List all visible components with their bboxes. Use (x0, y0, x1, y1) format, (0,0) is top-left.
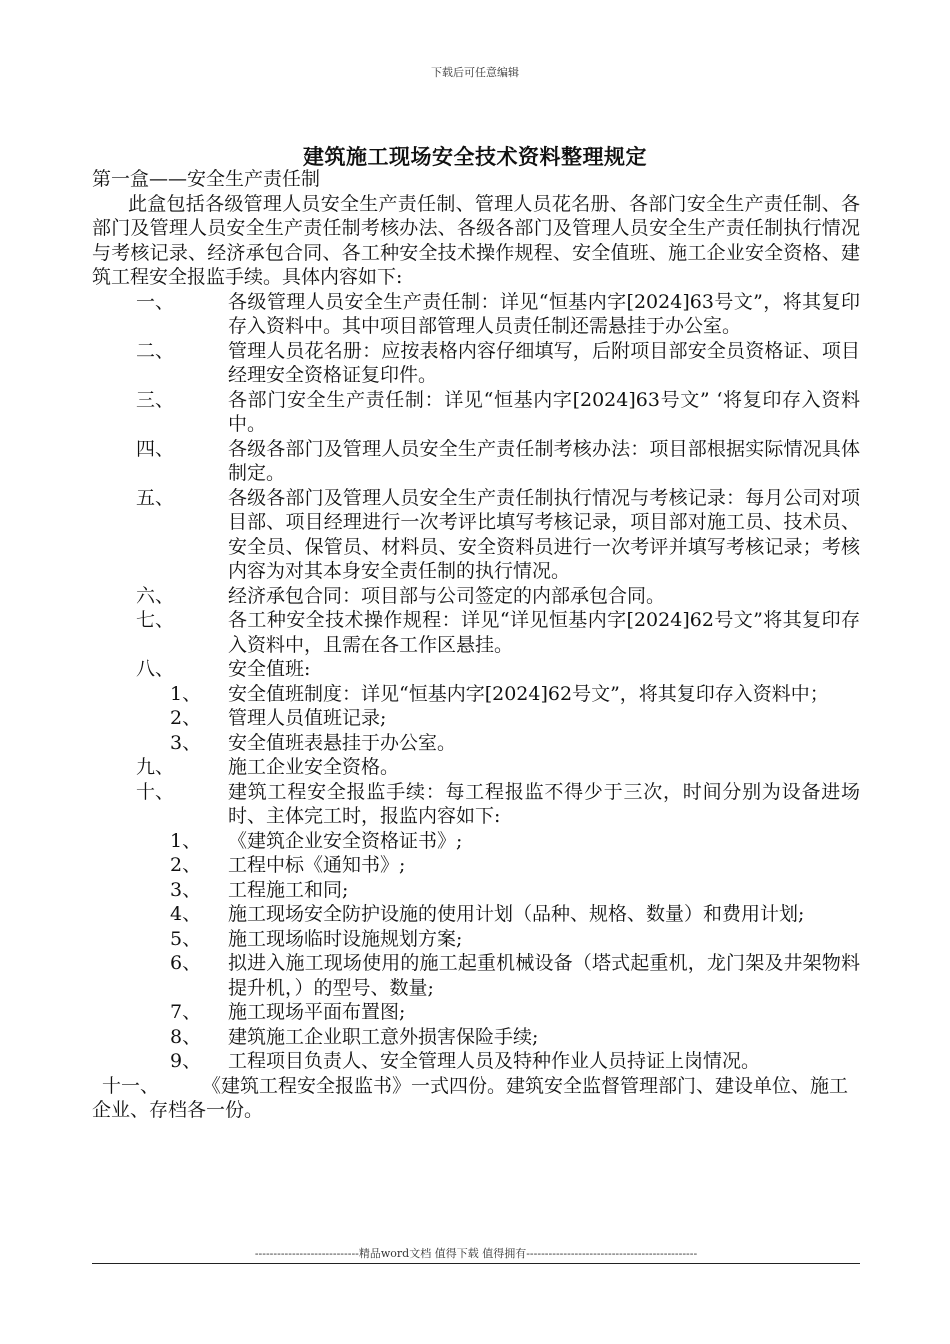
list-item (92, 951, 860, 1000)
list-item (92, 682, 860, 707)
main-list (92, 290, 860, 682)
report-list (92, 829, 860, 1074)
list-number: 六、 (136, 584, 175, 607)
list-number: 九、 (136, 756, 175, 778)
list-text: 《建筑企业安全资格证书》; (228, 829, 463, 852)
list-item (92, 902, 860, 927)
list-number: 2、 (170, 854, 202, 876)
list-text: 建筑施工企业职工意外损害保险手续; (228, 1025, 539, 1048)
list-item (92, 706, 860, 731)
header-note: 下载后可任意编辑 (431, 66, 519, 79)
list-item (92, 755, 860, 780)
list-number: 4、 (170, 903, 202, 925)
list-text: 建筑工程安全报监手续：每工程报监不得少于三次，时间分别为设备进场时、主体完工时，报监内容如下: (228, 780, 860, 827)
list-text: 各级各部门及管理人员安全生产责任制考核办法：项目部根据实际情况具体制定。 (228, 437, 860, 484)
list-item (92, 657, 860, 682)
list-text: 各级管理人员安全生产责任制：详见“恒基内字[2024]63号文”，将其复印存入资料中。其中项目部管理人员责任制还需悬挂于办公室。 (228, 290, 860, 337)
list-item (92, 1025, 860, 1050)
document-body (92, 167, 860, 1123)
list-item (92, 927, 860, 952)
list-text: 各部门安全生产责任制：详见“恒基内字[2024]63号文” ‘将复印存入资料中。 (228, 388, 860, 435)
list-text: 管理人员花名册：应按表格内容仔细填写，后附项目部安全员资格证、项目经理安全资格证复印件。 (228, 339, 860, 386)
list-number: 1、 (170, 829, 202, 852)
list-item (92, 780, 860, 829)
list-item (92, 584, 860, 609)
list-item (92, 608, 860, 657)
list-text: 管理人员值班记录; (228, 707, 387, 729)
footer-rule (92, 1263, 860, 1264)
footer-note: ----------------------------精品word文档 值得下载 值得拥有---------------------------------------------- (254, 1247, 698, 1260)
list-number: 3、 (170, 731, 202, 754)
list-item-11 (92, 1074, 860, 1123)
list-item (92, 853, 860, 878)
list-text: 安全值班制度：详见“恒基内字[2024]62号文”，将其复印存入资料中； (228, 682, 829, 705)
list-number: 八、 (136, 658, 175, 680)
document-title: 建筑施工现场安全技术资料整理规定 (303, 144, 647, 169)
list-item (92, 731, 860, 756)
list-text: 工程施工和同; (228, 878, 349, 901)
list-number: 8、 (170, 1025, 202, 1048)
list-text: 安全值班表悬挂于办公室。 (228, 731, 457, 754)
list-item (92, 339, 860, 388)
list-number: 1、 (170, 682, 202, 705)
list-number: 5、 (170, 927, 202, 950)
list-text: 安全值班: (228, 658, 311, 680)
list-item (92, 878, 860, 903)
list-number: 五、 (136, 486, 175, 509)
list-number: 十一、 (102, 1074, 160, 1097)
list-item (92, 1000, 860, 1025)
list-item (92, 290, 860, 339)
list-text: 经济承包合同：项目部与公司签定的内部承包合同。 (228, 584, 666, 607)
list-number: 9、 (170, 1050, 202, 1072)
intro-paragraph: 此盒包括各级管理人员安全生产责任制、管理人员花名册、各部门安全生产责任制、各部门及管理人员安全生产责任制考核办法、各级各部门及管理人员安全生产责任制执行情况与考核记录、经济承包合同、各工种安全技术操作规程、安全值班、施工企业安全资格、建筑工程安全报监手续。具体内容如下: (92, 192, 860, 288)
list-text: 施工现场平面布置图; (228, 1001, 406, 1023)
list-number: 七、 (136, 609, 175, 631)
list-number: 十、 (136, 780, 175, 803)
list-text: 各工种安全技术操作规程：详见“详见恒基内字[2024]62号文”将其复印存入资料中，且需在各工作区悬挂。 (228, 609, 860, 656)
list-text: 工程中标《通知书》; (228, 854, 406, 876)
duty-list (92, 682, 860, 756)
list-text: 施工企业安全资格。 (228, 756, 400, 778)
list-text: 施工现场临时设施规划方案; (228, 927, 463, 950)
list-text: 工程项目负责人、安全管理人员及特种作业人员持证上岗情况。 (228, 1050, 761, 1072)
section-heading: 第一盒——安全生产责任制 (92, 168, 321, 190)
list-item (92, 829, 860, 854)
list-item (92, 388, 860, 437)
list-number: 3、 (170, 878, 202, 901)
list-text: 各级各部门及管理人员安全生产责任制执行情况与考核记录：每月公司对项目部、项目经理进行一次考评比填写考核记录，项目部对施工员、技术员、安全员、保管员、材料员、安全资料员进行一次考评并填写考核记录；考核内容为对其本身安全责任制的执行情况。 (228, 486, 860, 582)
list-number: 四、 (136, 437, 175, 460)
list-item (92, 437, 860, 486)
list-number: 7、 (170, 1001, 202, 1023)
list-text: 拟进入施工现场使用的施工起重机械设备（塔式起重机，龙门架及井架物料提升机，）的型号、数量; (228, 952, 860, 999)
list-number: 三、 (136, 388, 175, 411)
list-number: 二、 (136, 339, 175, 362)
list-number: 一、 (136, 290, 175, 313)
list-number: 2、 (170, 707, 202, 729)
list-number: 6、 (170, 952, 202, 974)
list-text: 《建筑工程安全报监书》一式四份。建筑安全监督管理部门、建设单位、施工企业、存档各一份。 (92, 1074, 849, 1121)
list-item (92, 486, 860, 584)
main-list-continued (92, 755, 860, 829)
list-item (92, 1049, 860, 1074)
list-text: 施工现场安全防护设施的使用计划（品种、规格、数量）和费用计划; (228, 903, 805, 925)
